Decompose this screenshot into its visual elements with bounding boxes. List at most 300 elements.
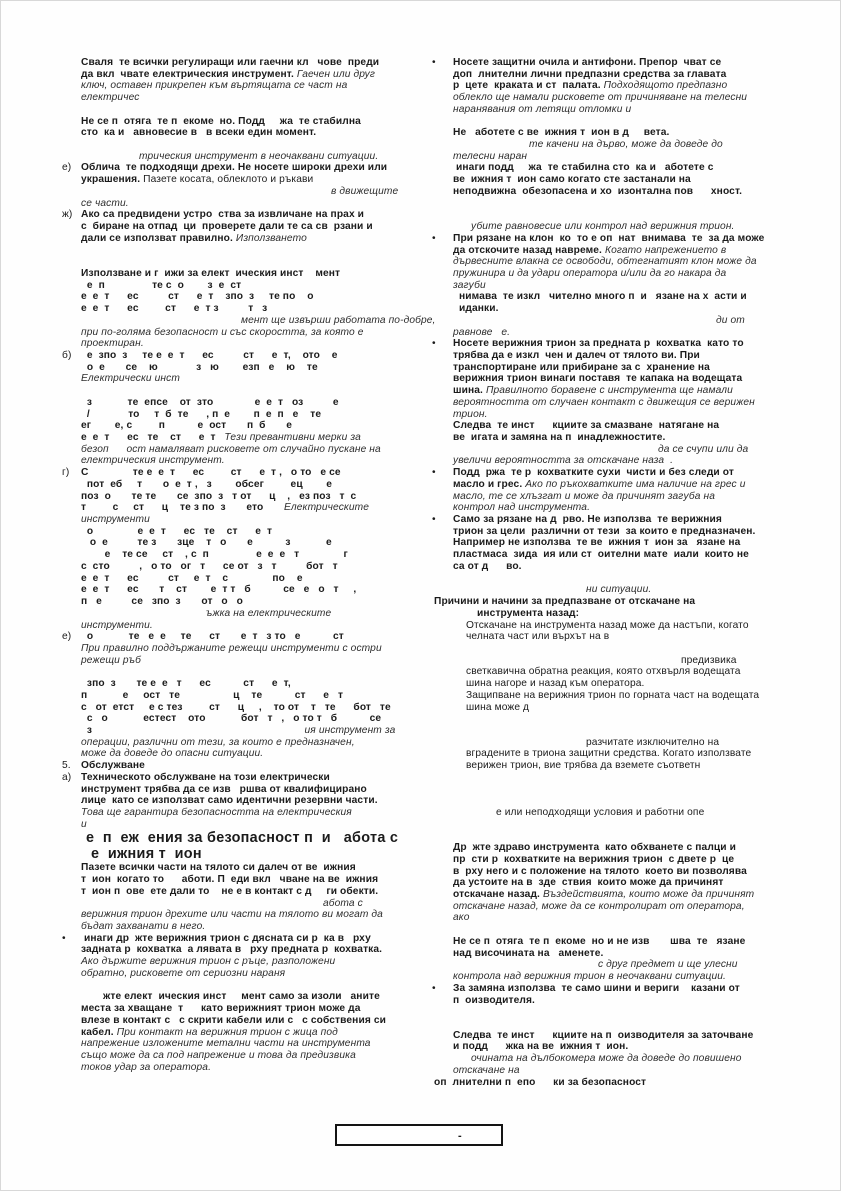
text-line	[453, 912, 829, 924]
text-line	[453, 807, 829, 819]
text-run: Ако държите верижния трион с ръце, разположени	[81, 956, 336, 968]
text-run: Подд ржа те р кохватките сухи чисти и без следи от	[453, 467, 734, 479]
text-run: Ако по ръкохватките има наличие на грес и	[525, 478, 746, 490]
text-line	[81, 127, 445, 139]
text-line	[434, 1077, 829, 1089]
text-run: телесни наран	[453, 150, 528, 162]
text-run: Не се п отяга те п екоме но и не изв шва те язане	[453, 935, 746, 947]
text-line	[81, 139, 445, 151]
text-line	[81, 898, 445, 910]
text-line	[81, 1062, 445, 1074]
text-run: е зпо з те е е т ес ст е т, ото е	[81, 349, 338, 361]
text-run: Не аботете с ве ижния т ион в д вета.	[453, 127, 670, 139]
text-line	[81, 526, 445, 538]
text-run: Например не използва те ве ижния т ион за язане на	[453, 537, 741, 549]
text-run: пр сти р кохватките на верижния трион с двете р це	[453, 853, 735, 865]
text-run: отскачане назад.	[453, 889, 543, 901]
text-run: дали се използват правилно.	[81, 232, 236, 244]
text-run: Ако са предвидени устро ства за извличане на прах и	[81, 209, 365, 221]
text-line	[81, 702, 445, 714]
text-run: Техническото обслужване на този електрически	[81, 771, 330, 783]
bullet-marker: •	[432, 57, 436, 68]
bullet-marker: •	[432, 232, 436, 244]
text-run: транспортиране или прибиране за с хранение на	[453, 361, 710, 373]
text-run: шина нагоре и назад към оператора.	[466, 678, 645, 690]
text-run: Гаечен или друг	[296, 68, 375, 80]
text-run: ег е, с п е ост п б е	[81, 420, 292, 432]
text-line	[453, 737, 829, 749]
text-line	[81, 819, 445, 831]
text-line	[81, 385, 445, 397]
text-line	[81, 327, 445, 339]
left-column	[62, 57, 445, 1073]
text-run: т ион п ове ете дали то не е в контакт с д ги обекти.	[81, 885, 379, 897]
text-line	[453, 186, 829, 198]
text-line	[453, 350, 829, 362]
text-line	[453, 116, 829, 128]
text-line	[453, 444, 829, 456]
text-line	[453, 1065, 829, 1077]
bullet-marker: •	[432, 338, 436, 350]
text-line	[62, 771, 445, 784]
text-run: Правилното боравене с инструмента ще намали	[485, 385, 733, 397]
bullet-marker: •	[432, 982, 436, 994]
text-run: мент ще извърши работата по-добре,	[241, 314, 436, 326]
text-run: инаги подд жа те стабилна сто ка и аботете с	[456, 162, 714, 174]
list-marker: е)	[62, 162, 72, 174]
list-marker: г)	[62, 467, 70, 479]
text-line	[81, 256, 445, 268]
text-run: наранявания от летящи отломки и	[453, 103, 632, 115]
text-run: оп лнителни п епо ки за безопасност	[434, 1076, 647, 1088]
text-run: е е т ес ст е т с по е	[81, 572, 303, 584]
text-line	[453, 666, 829, 678]
text-line	[62, 760, 445, 772]
text-line	[453, 373, 829, 385]
text-run: токов удар за оператора.	[81, 1061, 212, 1073]
text-line	[453, 901, 829, 913]
text-line	[432, 338, 829, 350]
text-line	[453, 127, 829, 139]
text-line	[81, 233, 445, 245]
text-run: масло и грес.	[453, 478, 526, 490]
text-line	[81, 561, 445, 573]
text-run: е ижния т ион	[91, 846, 202, 863]
text-run: Електрическите	[283, 502, 370, 514]
text-run: пластмаса зида ия или ст оителни мате иали които не	[453, 549, 749, 561]
text-run: операции, различни от тези, за които е предназначен,	[81, 736, 355, 748]
text-run: в движещите	[331, 185, 399, 197]
text-run: абота с	[323, 897, 363, 909]
text-line	[81, 1003, 445, 1015]
text-run: контрол над инструмента.	[453, 502, 591, 514]
text-line	[453, 1041, 829, 1053]
text-line	[81, 713, 445, 725]
text-run: е или неподходящи условия и работни опе	[496, 807, 705, 818]
text-line	[453, 713, 829, 725]
text-line	[453, 584, 829, 596]
text-run: е те се ст , с п е е е т г	[81, 549, 348, 561]
list-marker: ж)	[62, 209, 73, 221]
text-run: п е ост те ц те ст е т	[81, 689, 344, 701]
list-marker: 5.	[62, 760, 71, 772]
text-run: Не се п отяга те п екоме но. Подд жа те стабилна	[81, 115, 361, 127]
text-run: е е т ес т ст е т т б се е о т ,	[81, 584, 357, 596]
text-run: ъжка на електрическите	[206, 607, 332, 619]
text-line	[453, 256, 829, 268]
text-run: т ион когато то аботи. П еди вкл чване на ве ижния	[81, 874, 379, 886]
text-run: шина.	[453, 385, 486, 397]
text-line	[453, 455, 829, 467]
text-line	[453, 162, 829, 174]
text-line	[81, 968, 445, 980]
text-run: ако	[453, 912, 470, 924]
text-line	[81, 690, 445, 702]
text-line	[62, 209, 445, 221]
text-line	[453, 936, 829, 948]
text-line	[81, 620, 445, 632]
text-run: с от етст е с тез ст ц , то от т те бот те	[81, 701, 391, 713]
text-line	[81, 1027, 445, 1039]
text-line	[453, 291, 829, 303]
text-line	[81, 846, 445, 862]
text-run: предизвика	[681, 654, 737, 666]
text-run: Само за рязане на д рво. Не използва те верижния	[453, 514, 722, 526]
page-number-box	[335, 1124, 503, 1146]
text-run: Пазете косата, облеклото и ръкави	[143, 174, 314, 186]
text-line	[453, 245, 829, 257]
text-run: поз о те те се зпо з т от ц , ез поз т с	[81, 490, 357, 502]
text-run: места за хващане т като верижният трион може да	[81, 1003, 361, 1015]
text-line	[453, 748, 829, 760]
text-line	[81, 655, 445, 667]
text-line	[453, 795, 829, 807]
text-line	[81, 432, 445, 444]
text-line	[81, 725, 445, 737]
text-run: отскачане назад, може да се контролират от оператора,	[453, 900, 745, 912]
text-line	[62, 349, 445, 362]
text-run: кабел.	[81, 1026, 117, 1038]
text-line	[453, 327, 829, 339]
text-line	[432, 467, 829, 479]
text-line	[81, 748, 445, 760]
text-line	[453, 620, 829, 632]
text-line	[81, 666, 445, 678]
text-line	[81, 57, 445, 69]
text-line	[453, 92, 829, 104]
text-run: Облича те подходящи дрехи. Не носете широки дрехи или	[81, 162, 388, 174]
text-run: да се счупи или да	[658, 443, 749, 455]
text-run: Носете защитни очила и антифони. Препор чват се	[453, 57, 722, 68]
text-run: Използване и г ижи за елект ическия инст мент	[81, 267, 341, 279]
text-run: пружинира и да удари оператора и/или да го накара да	[453, 267, 727, 279]
text-line	[81, 1015, 445, 1027]
text-line	[453, 80, 829, 92]
text-line	[453, 198, 829, 210]
text-line	[453, 608, 829, 620]
text-line	[81, 784, 445, 796]
text-line	[81, 245, 445, 257]
text-run: верижния трион дрехите или части на тялото ви могат да	[81, 909, 383, 921]
text-run: п оизводителя.	[453, 994, 536, 1006]
list-marker: б)	[62, 349, 72, 361]
text-line	[81, 362, 445, 374]
text-run: Носете верижния трион за предната р кохватка като то	[453, 338, 744, 350]
text-run: инструмент трябва да се изв ршва от квалифицирано	[81, 783, 367, 795]
text-line	[81, 584, 445, 596]
text-run: сто ка и авновесие в в всеки един момент.	[81, 127, 317, 139]
text-run: с биране на отпад ци проверете дали те са св рзани и	[81, 221, 373, 233]
text-run: п е се зпо з от о о	[81, 596, 243, 608]
text-run: режещи ръб	[81, 654, 141, 666]
text-line	[453, 889, 829, 901]
text-line	[81, 315, 445, 327]
text-run: облекло ще намали рисковете от причиняване на телесни	[453, 92, 748, 104]
text-line	[81, 479, 445, 491]
text-line	[453, 690, 829, 702]
text-run: о те е е те ст е т з то е ст	[81, 631, 344, 643]
text-run: р цете краката и ст палата.	[453, 80, 604, 92]
text-run: челната част или върхът на в	[466, 631, 610, 643]
right-column	[432, 57, 829, 1088]
text-line	[453, 432, 829, 444]
text-line	[453, 409, 829, 421]
text-run: вероятността от случаен контакт с движещия се верижен	[453, 396, 755, 408]
text-run: Причини и начини за предпазване от отскачане на	[434, 596, 696, 608]
text-run: жте елект ическия инст мент само за изоли аните	[103, 991, 380, 1003]
text-run: с сто , о то ог т се от з т бот т	[81, 560, 338, 572]
text-run: убите равновесие или контрол над верижния трион.	[471, 221, 735, 233]
text-line	[453, 362, 829, 374]
text-run: о е те з зце т о е з е	[81, 537, 332, 549]
text-run: / то т б те , п е п е п е те	[81, 408, 322, 420]
text-run: е п те с о з е ст	[81, 279, 242, 291]
text-run: ди от	[716, 314, 745, 326]
text-run: зпо з те е е т ес ст е т,	[81, 678, 291, 690]
text-line	[453, 561, 829, 573]
text-run: и подд жка на ве ижния т ион.	[453, 1041, 629, 1053]
text-run: обратно, рисковете от сериозни нараня	[81, 967, 286, 979]
text-run: иданки.	[459, 303, 499, 315]
text-line	[81, 116, 445, 128]
text-line	[432, 514, 829, 526]
text-run: Следва те инст кциите на п оизводителя за заточване	[453, 1029, 754, 1041]
text-line	[453, 268, 829, 280]
text-run: инструменти.	[81, 619, 153, 631]
text-run: Електрически инст	[81, 373, 180, 385]
text-run: инструменти	[81, 514, 150, 526]
text-run: равнове е.	[453, 326, 511, 338]
text-line	[453, 209, 829, 221]
text-line	[81, 397, 445, 409]
text-line	[453, 678, 829, 690]
text-line	[81, 69, 445, 81]
text-run: са от д во.	[453, 560, 522, 572]
text-line	[453, 877, 829, 889]
text-run: влезе в контакт с с скрити кабели или с с собствения си	[81, 1014, 387, 1026]
text-line	[81, 502, 445, 514]
text-line	[81, 92, 445, 104]
text-run: о е е т ес те ст е т	[81, 525, 273, 537]
text-line	[453, 491, 829, 503]
text-run: Това ще гарантира безопасността на електрическия	[81, 807, 352, 818]
text-line	[453, 702, 829, 714]
text-line	[453, 866, 829, 878]
text-run: Тези превантивни мерки за	[224, 432, 361, 443]
text-line	[81, 874, 445, 886]
text-run: светкавична обратна реакция, която отхвърля водещата	[466, 666, 741, 678]
text-run: Обслужване	[81, 760, 145, 772]
text-run: При рязане на клон ко то е оп нат внимава те за да може	[453, 232, 765, 244]
text-run: трическия инструмент в неочаквани ситуации.	[139, 150, 379, 162]
text-run: неподвижна обезопасена и хо изонтална пов хност.	[453, 185, 743, 197]
text-line	[453, 151, 829, 163]
text-run: да отскочите назад навреме.	[453, 244, 605, 256]
text-line	[81, 944, 445, 956]
text-run: инаги др жте верижния трион с дясната си р ка в рху	[84, 932, 371, 944]
text-line	[453, 959, 829, 971]
text-line	[453, 948, 829, 960]
text-run: електричес	[81, 92, 140, 104]
text-run: при по-голяма безопасност и със скоростта, за която е	[81, 326, 364, 338]
text-run: з те епсе от зто е е т оз е	[81, 396, 339, 408]
text-run: и	[81, 818, 87, 830]
text-line	[453, 537, 829, 549]
text-line	[453, 725, 829, 737]
text-line	[453, 385, 829, 397]
text-run: очината на дълбокомера може да доведе до повишено	[471, 1053, 742, 1065]
text-line	[432, 57, 829, 69]
text-run: Сваля те всички регулиращи или гаечни кл чове преди	[81, 57, 380, 68]
text-line	[453, 549, 829, 561]
text-run: ни ситуации.	[586, 584, 652, 596]
text-line	[453, 784, 829, 796]
text-line	[453, 1030, 829, 1042]
text-line	[81, 373, 445, 385]
text-line	[81, 991, 445, 1003]
text-run: над височината на аменете.	[453, 947, 604, 959]
text-run: да вкл чвате електрическия инструмент.	[81, 68, 297, 80]
text-run: те качени на дърво, може да доведе до	[529, 139, 723, 151]
text-run: е е т ес те ст е т	[81, 432, 225, 443]
text-line	[81, 303, 445, 315]
text-line	[81, 151, 445, 163]
text-line	[453, 139, 829, 151]
text-run: При правилно поддържаните режещи инструменти с остри	[81, 642, 382, 654]
text-line	[453, 772, 829, 784]
text-line	[81, 221, 445, 233]
text-line	[81, 444, 445, 456]
text-line	[81, 643, 445, 655]
text-run: Пазете всички части на тялото си далеч от ве ижния	[81, 862, 356, 874]
text-line	[453, 971, 829, 983]
text-line	[453, 854, 829, 866]
text-run: т с ст ц те з по з ето	[81, 502, 284, 514]
text-line	[81, 174, 445, 186]
text-run: Въздействията, които може да причинят	[542, 889, 755, 901]
text-run: с друг предмет и ще улесни	[598, 959, 738, 971]
text-run: трион.	[453, 408, 488, 420]
text-run: е е т ес ст е т з т з	[81, 303, 268, 315]
text-line	[62, 631, 445, 643]
text-run: в рху него и с положение на тялото което ви позволява	[453, 865, 747, 877]
page-number-mark: -	[458, 1130, 462, 1142]
text-line	[453, 174, 829, 186]
text-run: напрежение изложените метални части на инструмента	[81, 1038, 371, 1050]
text-line	[81, 608, 445, 620]
text-line	[81, 807, 445, 819]
text-line	[453, 655, 829, 667]
text-run: лице като се използват само идентични резервни части.	[81, 795, 378, 807]
text-run: трябва да е изкл чен и далеч от тялото ви. При	[453, 349, 700, 361]
text-line	[81, 830, 445, 846]
text-run: За замяна използва те само шини и вериги казани от	[453, 982, 740, 994]
text-run: може да доведе до опасни ситуации.	[81, 748, 264, 760]
text-line	[453, 1006, 829, 1018]
text-line	[81, 1050, 445, 1062]
text-run: Защипване на верижния трион по горната част на водещата	[466, 689, 760, 701]
text-run: верижен трион, вие трябва да вземете съответн	[466, 760, 701, 772]
text-run: Отскачане на инструмента назад може да настъпи, когато	[466, 619, 749, 631]
text-line	[453, 830, 829, 842]
text-line	[81, 678, 445, 690]
text-run: е е т ес ст е т зпо з те по о	[81, 291, 314, 303]
text-line	[453, 842, 829, 854]
text-line	[81, 104, 445, 116]
text-line	[62, 162, 445, 174]
text-line	[81, 862, 445, 874]
text-line	[432, 232, 829, 245]
text-line	[81, 186, 445, 198]
text-line	[453, 631, 829, 643]
text-line	[81, 338, 445, 350]
text-line	[81, 737, 445, 749]
text-run: ключ, оставен прикрепен към въртящата се част на	[81, 80, 348, 92]
text-run: масло, те се хлъзгат и може да причинят загуба на	[453, 490, 715, 502]
text-line	[453, 315, 829, 327]
text-line	[453, 924, 829, 936]
text-line	[81, 795, 445, 807]
text-line	[453, 819, 829, 831]
text-line	[453, 760, 829, 772]
text-line	[81, 956, 445, 968]
text-line	[81, 198, 445, 210]
text-run: се части.	[81, 197, 129, 209]
text-line	[453, 479, 829, 491]
text-line	[81, 573, 445, 585]
text-line	[453, 526, 829, 538]
text-run: инструмента назад:	[477, 607, 580, 619]
text-line	[81, 549, 445, 561]
bullet-marker: •	[432, 467, 436, 479]
text-line	[81, 921, 445, 933]
text-run: вградените в триона защитни средства. Когато използвате	[466, 748, 752, 760]
text-run: задната р кохватка а лявата в рху предната р кохватка.	[81, 944, 383, 956]
text-run: дървесните влакна се освободи, обтегнатият клон може да	[453, 256, 757, 268]
text-line	[453, 303, 829, 315]
text-run: Използването	[235, 232, 307, 244]
text-line	[81, 291, 445, 303]
text-run: бъдат захванати в него.	[81, 921, 206, 933]
text-line	[81, 909, 445, 921]
text-run: проектиран.	[81, 338, 144, 350]
text-run: с о естест ото бот т , о то т б се	[81, 713, 382, 725]
text-line	[81, 268, 445, 280]
text-run: При контакт на верижния трион с жица под	[116, 1026, 338, 1038]
text-run: също може да са под напрежение и това да предизвика	[81, 1049, 356, 1061]
text-line	[453, 573, 829, 585]
text-run: ве ижния т ион само когато сте застанали на	[453, 174, 691, 186]
